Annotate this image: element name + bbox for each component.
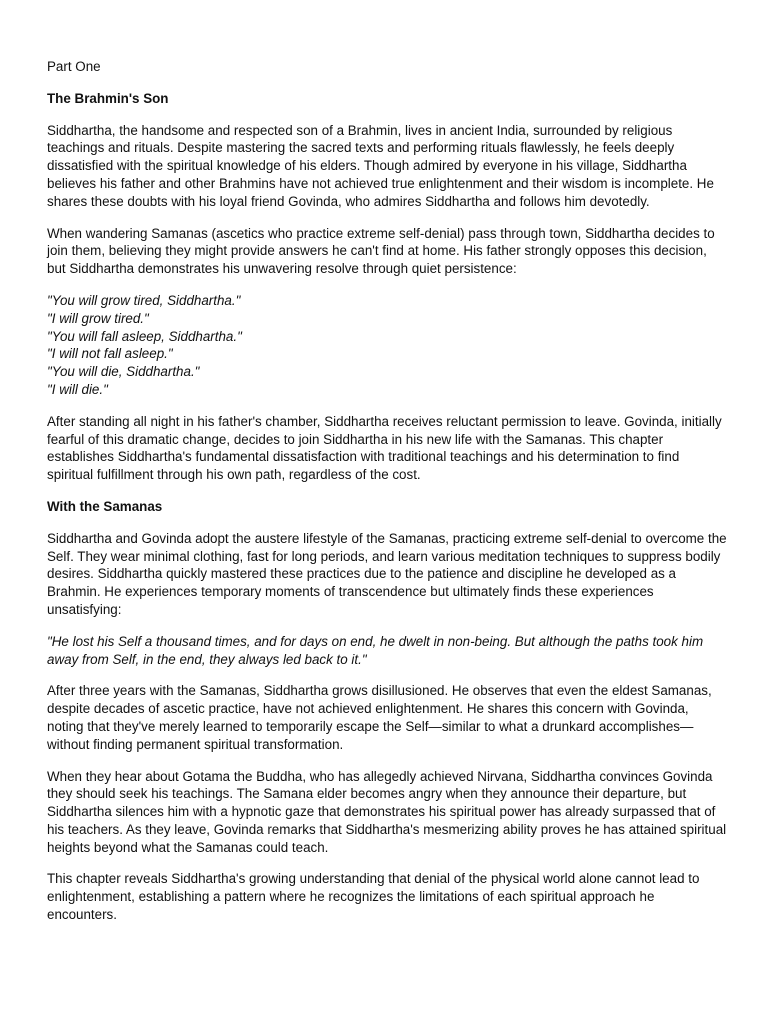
paragraph: Siddhartha, the handsome and respected son of a Brahmin, lives in ancient India, surrounded by religious teachings and rituals. Despite mastering the sacred texts and performing rituals flawlessly, he feels deeply dissatisfied with the spiritual knowledge of his elders. Though admired by everyone in his village, Siddhartha believes his father and other Brahmins have not achieved true enlightenment and their wisdom is incomplete. He shares these doubts with his loyal friend Govinda, who admires Siddhartha and follows him devotedly. [47,122,714,209]
part-label: Part One [47,59,101,74]
section-heading-with-the-samanas: With the Samanas [47,498,163,514]
section-heading-brahmins-son: The Brahmin's Son [47,90,169,106]
paragraph: This chapter reveals Siddhartha's growing understanding that denial of the physical world alone cannot lead to enlightenment, establishing a pattern where he recognizes the limitations of each spiritual approach he encounters. [47,871,700,923]
dialogue-block [47,292,727,399]
dialogue-line: "I will not fall asleep." [47,346,173,362]
dialogue-line: "You will grow tired, Siddhartha." [47,292,241,308]
paragraph: When they hear about Gotama the Buddha, who has allegedly achieved Nirvana, Siddhartha convinces Govinda they should seek his teachings. The Samana elder becomes angry when they announce their departure, but Siddhartha silences him with a hypnotic gaze that demonstrates his spiritual power has already surpassed that of his teachers. As they leave, Govinda remarks that Siddhartha's mesmerizing ability proves he has attained spiritual heights beyond what the Samanas could teach. [47,768,727,855]
paragraph: Siddhartha and Govinda adopt the austere lifestyle of the Samanas, practicing extreme self-denial to overcome the Self. They wear minimal clothing, fast for long periods, and learn various meditation techniques to suppress bodily desires. Siddhartha quickly mastered these practices due to the patience and discipline he developed as a Brahmin. He experiences temporary moments of transcendence but ultimately finds these experiences unsatisfying: [47,530,727,617]
paragraph: When wandering Samanas (ascetics who practice extreme self-denial) pass through town, Siddhartha decides to join them, believing they might provide answers he can't find at home. His father strongly opposes this decision, but Siddhartha demonstrates his unwavering resolve through quiet persistence: [47,225,715,277]
dialogue-line: "I will grow tired." [47,310,149,326]
paragraph: After standing all night in his father's chamber, Siddhartha receives reluctant permission to leave. Govinda, initially fearful of this dramatic change, decides to join Siddhartha in his new life with the Samanas. This chapter establishes Siddhartha's fundamental dissatisfaction with traditional teachings and his determination to find spiritual fulfillment through his own path, regardless of the cost. [47,413,722,483]
dialogue-line: "You will die, Siddhartha." [47,364,200,380]
paragraph: After three years with the Samanas, Siddhartha grows disillusioned. He observes that even the eldest Samanas, despite decades of ascetic practice, have not achieved enlightenment. He shares this concern with Govinda, noting that they've merely learned to temporarily escape the Self—similar to what a drunkard accomplishes—without finding permanent spiritual transformation. [47,683,712,752]
block-quote: "He lost his Self a thousand times, and for days on end, he dwelt in non-being. But although the paths took him away from Self, in the end, they always led back to it." [47,633,704,667]
dialogue-line: "I will die." [47,381,108,397]
dialogue-line: "You will fall asleep, Siddhartha." [47,328,242,344]
document-page [47,58,727,938]
